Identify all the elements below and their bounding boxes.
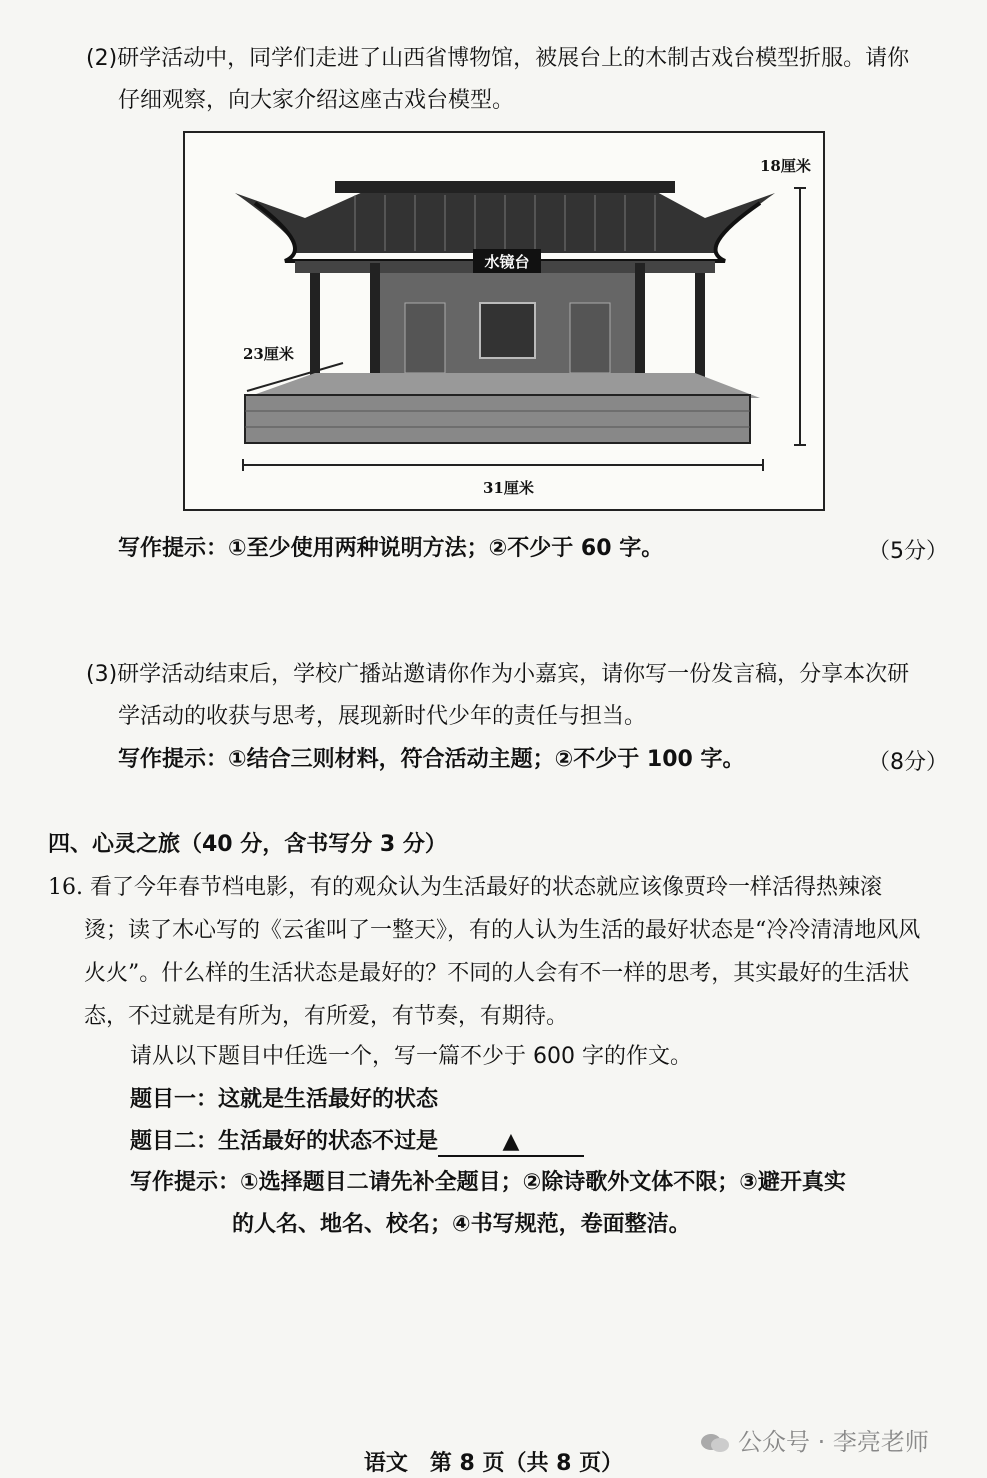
- depth-label: 23厘米: [243, 345, 294, 363]
- q2-points: （5分）: [868, 539, 948, 564]
- q16-line-3: 火火”。什么样的生活状态是最好的？不同的人会有不一样的思考，其实最好的生活状: [84, 961, 910, 986]
- height-label: 18厘米: [760, 157, 811, 175]
- q16-hint-2: 的人名、地名、校名；④书写规范，卷面整洁。: [232, 1212, 691, 1237]
- q16-line-2: 烫；读了木心写的《云雀叫了一整天》，有的人认为生活的最好状态是“冷冷清清地风风: [84, 918, 921, 943]
- opera-stage-illustration: [185, 133, 823, 509]
- q16-line-4: 态，不过就是有所为，有所爱，有节奏，有期待。: [84, 1004, 569, 1029]
- q3-line-2: 学活动的收获与思考，展现新时代少年的责任与担当。: [118, 704, 647, 729]
- q16-topic-2-blank: ▲: [438, 1129, 584, 1157]
- q2-line-2: 仔细观察，向大家介绍这座古戏台模型。: [118, 88, 515, 113]
- q3-writing-hint: 写作提示：①结合三则材料，符合活动主题；②不少于 100 字。: [118, 747, 745, 772]
- q16-topic-1: 题目一：这就是生活最好的状态: [130, 1087, 439, 1112]
- q3-points: （8分）: [868, 750, 948, 775]
- section-4-title: 四、心灵之旅（40 分，含书写分 3 分）: [48, 832, 447, 857]
- q3-line-1: (3)研学活动结束后，学校广播站邀请你作为小嘉宾，请你写一份发言稿，分享本次研: [86, 662, 910, 687]
- q16-hint-1: 写作提示：①选择题目二请先补全题目；②除诗歌外文体不限；③避开真实: [130, 1170, 846, 1195]
- opera-stage-figure: [183, 131, 825, 511]
- page-footer: 语文 第 8 页（共 8 页）: [363, 1451, 624, 1476]
- stage-plaque: 水镜台: [484, 253, 530, 271]
- q2-writing-hint: 写作提示：①至少使用两种说明方法；②不少于 60 字。: [118, 536, 664, 561]
- width-label: 31厘米: [483, 479, 534, 497]
- q16-topic-2-prefix: 题目二：生活最好的状态不过是: [130, 1129, 439, 1154]
- q16-topic-2: [130, 1127, 584, 1157]
- q2-line-1: (2)研学活动中，同学们走进了山西省博物馆，被展台上的木制古戏台模型折服。请你: [86, 46, 910, 71]
- watermark-text: 公众号 · 李亮老师: [738, 1428, 929, 1456]
- q16-line-1: 16. 看了今年春节档电影，有的观众认为生活最好的状态就应该像贾玲一样活得热辣滚: [48, 875, 882, 900]
- q16-instruction: 请从以下题目中任选一个，写一篇不少于 600 字的作文。: [130, 1044, 692, 1069]
